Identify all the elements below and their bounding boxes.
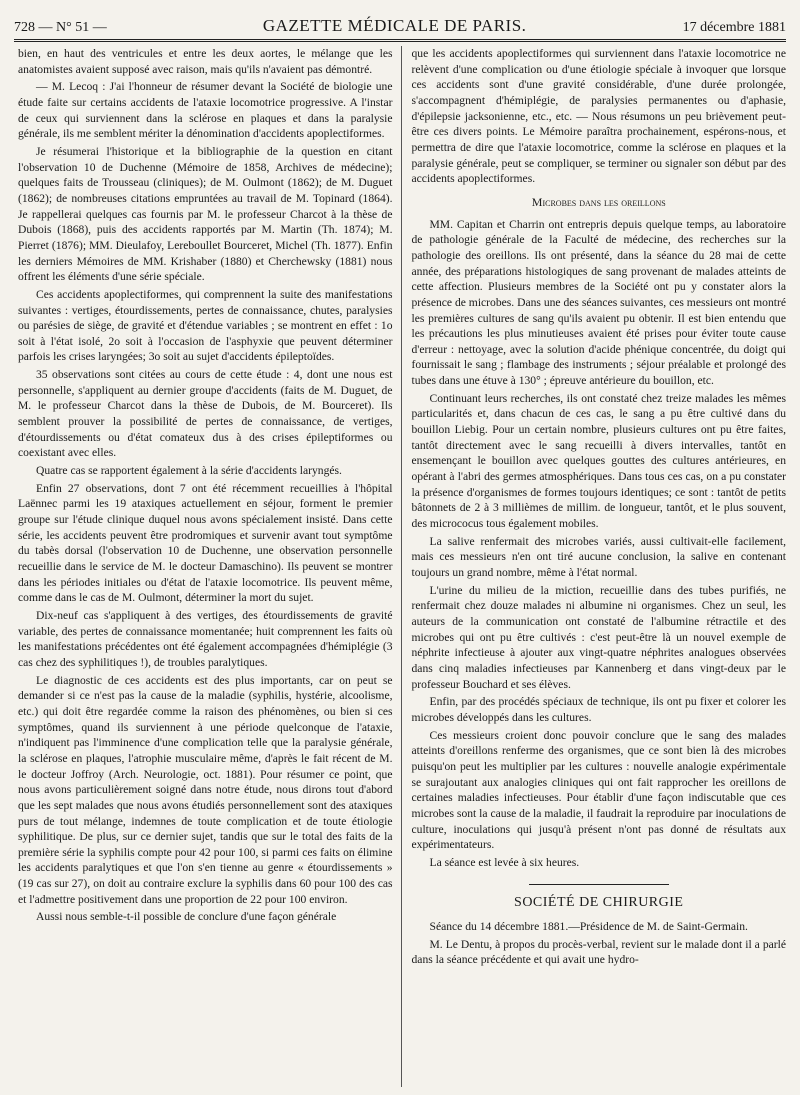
- right-column: [402, 46, 787, 1087]
- text-columns: [18, 46, 786, 1087]
- paragraph: Quatre cas se rapportent également à la série d'accidents laryngés.: [36, 464, 342, 478]
- paragraph: Ces messieurs croient donc pouvoir conclure que le sang des malades atteints d'oreillons renferme des organismes, que ce sont bien là des microbes puisqu'on peut les multiplier par les cultures : nouvelle analogie expérimentale se surajoutant aux analogies cliniques qui ont fait rapprocher les oreillons de certaines maladies infectieuses. Pour établir d'une façon indiscutable que ces microbes sont la cause de la maladie, il faudrait la reproduire par inoculations de culture, inoculations qui jusqu'à présent n'ont pas donné de résultats aux expérimentateurs.: [411, 728, 786, 852]
- paragraph: Aussi nous semble-t-il possible de conclure d'une façon générale: [36, 910, 337, 924]
- paragraph: Enfin 27 observations, dont 7 ont été récemment recueillies à l'hôpital Laënnec parmi les 19 ataxiques actuellement en séjour, forment le premier groupe sur l'étude clinique duquel nous avons spécialement insisté. Dans cette série, les accidents peuvent être prodromiques et survenir avant tout symptôme du tabès dorsal (l'observation 10 de Duchenne, une observation personnelle recueillie dans le service de M. le docteur Damaschino). Ils peuvent se montrer dans les périodes initiales ou d'état de l'ataxie locomotrice. Ils peuvent même, comme dans le cas de M. Oulmont, déterminer la mort du sujet.: [18, 481, 393, 605]
- paragraph: La séance est levée à six heures.: [429, 855, 580, 869]
- paragraph: que les accidents apoplectiformes qui surviennent dans l'ataxie locomotrice ne relèvent d'une complication ou d'une étiologie spéciale à invoquer que lorsque ces accidents sont d'une gravité considérable, d'une durée prolongée, s'accompagnent d'hémiplégie, de paralysies permanentes ou d'aphasie, d'épilepsie jacksonienne, etc., etc. — Nous résumons un peu brièvement peut-être ces divers points. Le Mémoire paraîtra prochainement, espérons-nous, et permettra de dire que l'ataxie locomotrice, comme la sclérose en plaques et la paralysie générale, peut se compliquer, se terminer ou signaler son début par des accidents apoplectiformes.: [411, 47, 786, 186]
- page-number: 728 — N° 51 —: [14, 20, 107, 35]
- society-heading: SOCIÉTÉ DE CHIRURGIE: [514, 895, 684, 911]
- paragraph: MM. Capitan et Charrin ont entrepris depuis quelque temps, au laboratoire de pathologie générale de la Faculté de médecine, des recherches sur la pathologie des oreillons. Ils ont présenté, dans la séance du 28 mai de cette année, des préparations histologiques de sang provenant de malades atteints de cette affection. Plusieurs membres de la Société ont pu y constater alors la présence de microbes. Dans une des séances suivantes, ces messieurs ont montré les premières cultures de sang qu'ils avaient pu obtenir. Il est bien entendu que les précautions les plus minutieuses avaient été prises pour éviter toute cause d'erreur : nettoyage, avec la solution d'acide phénique concentrée, du doigt qui fournissait le sang ; flambage des instruments ; séjour préalable et prolongé des tubes dans une étuve à 130° ; épreuve antérieure du bouillon, etc.: [411, 217, 786, 388]
- section-divider: [529, 884, 669, 885]
- paragraph: Séance du 14 décembre 1881.—Présidence de M. de Saint-Germain.: [429, 920, 748, 934]
- paragraph: Ces accidents apoplectiformes, qui comprennent la suite des manifestations suivantes : vertiges, étourdissements, pertes de connaissance, chutes, paralysies ou parésies de siège, de gravité et d'étendue variables ; se montrent en effet : 1o soit à l'état isolé, 2o soit à l'occasion de l'asphyxie que peuvent déterminer parfois les crises laryngées; 3o soit au sujet d'accidents épileptoïdes.: [18, 287, 393, 364]
- paragraph: M. Le Dentu, à propos du procès-verbal, revient sur le malade dont il a parlé dans la séance précédente et qui avait une hydro-: [411, 937, 786, 967]
- section-heading: Microbes dans les oreillons: [531, 194, 666, 209]
- issue-date: 17 décembre 1881: [682, 20, 786, 35]
- paragraph: Continuant leurs recherches, ils ont constaté chez treize malades les mêmes particularités et, dans chacun de ces cas, le sang a pu être cultivé dans du bouillon Liebig. Pour un certain nombre, plusieurs cultures ont pu être faites, tantôt directement avec le sang recueilli à divers intervalles, tantôt en ensemençant le bouillon avec quelques gouttes des cultures antérieures, en opérant à l'abri des germes atmosphériques. Dans tous ces cas, on a pu constater la présence d'organismes de formes toujours identiques; ce sont : tantôt de petits bâtonnets de 2 à 3 millièmes de millim. de longueur, tantôt, et le plus souvent, des micrococus tous également mobiles.: [411, 391, 786, 531]
- paragraph: — M. Lecoq : J'ai l'honneur de résumer devant la Société de biologie une étude faite sur certains accidents de l'ataxie locomotrice progressive. A l'instar de ceux qui surviennent dans la sclérose en plaques et dans la paralysie générale, ils me semblent mériter la dénomination d'accidents apoplectiformes.: [18, 80, 393, 141]
- paragraph: bien, en haut des ventricules et entre les deux aortes, le mélange que les anatomistes avaient supposé avec raison, mais qu'ils n'avaient pas démontré.: [18, 47, 393, 76]
- paragraph: 35 observations sont citées au cours de cette étude : 4, dont une nous est personnelle, s'appliquent au dernier groupe d'accidents (faits de M. Duguet, de M. le professeur Charcot dans la thèse de Dubois, de M. Bourceret). Ils semblent prouver la possibilité de pertes de connaissance, de vertiges, d'étourdissements ou d'état comateux dus à des crises épileptiformes ou coexistant avec elles.: [18, 368, 393, 460]
- paragraph: Dix-neuf cas s'appliquent à des vertiges, des étourdissements de gravité variable, des pertes de connaissance momentanée; huit comprennent les faits où les manifestations précédentes ont été également accompagnées d'hémiplégie (3 cas chez des syphilitiques !), de troubles paralytiques.: [18, 608, 393, 669]
- journal-title: GAZETTE MÉDICALE DE PARIS.: [262, 16, 527, 35]
- paragraph: La salive renfermait des microbes variés, aussi cultivait-elle facilement, mais ces messieurs n'en ont tiré aucune conclusion, la salive en contenant toujours un grand nombre, même à l'état normal.: [411, 534, 786, 579]
- paragraph: Le diagnostic de ces accidents est des plus importants, car on peut se demander si ce n'est pas la cause de la maladie (syphilis, hystérie, alcoolisme, etc.) qui doit être regardée comme la raison des phénomènes, ou bien si ces symptômes, quand ils surviennent à une période quelconque de l'ataxie, n'indiquent pas l'imminence d'une complication telle que la paralysie générale, la sclérose en plaques, l'atrophie musculaire même, d'après le fait récent de M. le docteur Joffroy (Arch. Neurologie, oct. 1881). Pour résumer ce point, que nous avons particulièrement soigné dans notre étude, nous dirons tout d'abord que les sept malades que nous avons étudiés personnellement sont des ataxiques purs de tout mélange, indemnes de toute complication et de toute étiologie syphilitique. De plus, sur ce dernier sujet, tandis que sur le total des faits de la première série la syphilis compte pour 42 pour 100, si parmi ces faits on élimine les accidents paralytiques et que l'on s'en tienne au genre « étourdissements » (19 cas sur 27), on doit au contraire exclure la syphilis dans 60 pour 100 des cas et l'admettre positivement dans une proportion de 22 pour 100 environ.: [18, 673, 393, 906]
- paragraph: Je résumerai l'historique et la bibliographie de la question en citant l'observation 10 de Duchenne (Mémoire de 1858, Archives de médecine); quelques faits de Trousseau (cliniques); de M. Oulmont (1862); de M. Duguet (1862); de nombreuses citations empruntées au travail de M. Topinard (1864). Je rappellerai quelques cas fournis par M. le professeur Charcot à la thèse de Dubois (1868), puis des accidents rapportés par M. Martin (Th. 1874); M. Pierret (1876); MM. Dieulafoy, Lereboullet Bourceret, Michel (Th. 1877). Enfin les derniers Mémoires de MM. Krishaber (1880) et Cherchewsky (1881) nous offrent les éléments d'une série spéciale.: [18, 144, 393, 284]
- page-header: [14, 6, 786, 42]
- left-column: [18, 46, 402, 1087]
- paragraph: Enfin, par des procédés spéciaux de technique, ils ont pu fixer et colorer les microbes développés dans les cultures.: [411, 695, 786, 724]
- paragraph: L'urine du milieu de la miction, recueillie dans des tubes purifiés, ne renfermait chez douze malades ni albumine ni organismes. Chez un seul, les auteurs de la communication ont constaté de l'albumine rétractile et des microbes qui ont pu être cultivés : c'est peut-être là un nouvel exemple de néphrite infectieuse à ajouter aux vingt-quatre néphrites analogues observées dans cinq maladies infectieuses par Kannenberg et dans vingt-deux par le professeur Bouchard et ses élèves.: [411, 583, 786, 691]
